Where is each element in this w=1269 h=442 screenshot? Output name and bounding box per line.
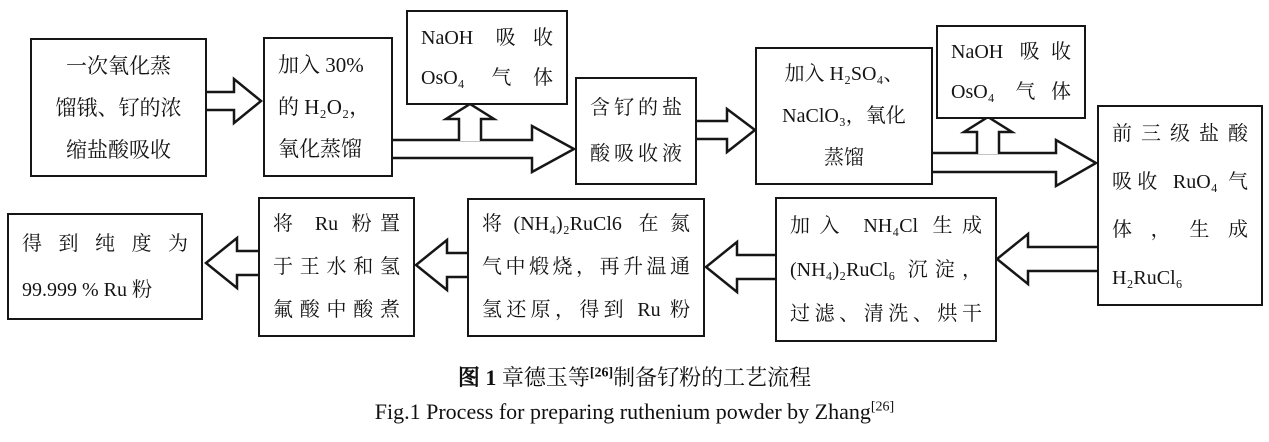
- arrow-step5-left: [997, 234, 1097, 284]
- flow-box-final-ru-powder: [7, 213, 203, 320]
- flow-box-ruo4-absorption: [1097, 105, 1263, 306]
- box-text-line: 一次氧化蒸: [66, 53, 171, 78]
- flow-box-h2o2-oxidation: [263, 37, 393, 177]
- arrow-branch-up-naoh1: [446, 104, 494, 141]
- box-text-line: 得到纯度为: [22, 232, 188, 255]
- box-text-line: (NH₄)₂RuCl₆ 沉淀，: [790, 258, 982, 281]
- figure-number-label: 图 1: [457, 365, 497, 390]
- box-text-line: 将(NH₄)₂RuCl6 在氮: [482, 213, 690, 235]
- figure-caption-zh: [0, 361, 1269, 393]
- box-text-line: 缩盐酸吸收: [66, 137, 171, 162]
- caption-zh-text: 制备钌粉的工艺流程: [613, 365, 812, 390]
- box-text-line: 加入 30%: [278, 53, 364, 77]
- box-text-line: 于王水和氢: [273, 255, 400, 278]
- flow-box-naoh-absorb-1: [406, 10, 568, 105]
- box-text-line: 蒸馏: [824, 147, 864, 169]
- box-text-line: 过滤、清洗、烘干: [790, 302, 982, 325]
- box-text-line: 将 Ru 粉置: [273, 212, 400, 235]
- citation-superscript: [26]: [870, 399, 895, 415]
- box-text-line: 氢还原，得到 Ru 粉: [482, 299, 690, 321]
- box-text-line: 含钌的盐: [590, 97, 682, 119]
- flow-box-h2so4-oxidation: [755, 47, 933, 185]
- box-text-line: 氧化蒸馏: [278, 137, 362, 161]
- citation-superscript: [26]: [589, 365, 614, 381]
- arrow-step1-right: [206, 79, 261, 123]
- arrow-branch-up-naoh2: [964, 117, 1012, 154]
- box-text-line: OsO₄ 气体: [951, 81, 1071, 103]
- arrow-step2-right: [393, 126, 574, 172]
- box-text-line: 前三级盐酸: [1112, 122, 1248, 145]
- box-text-line: NaOH 吸收: [421, 26, 553, 49]
- flow-box-ru-hcl-solution: [575, 77, 697, 185]
- box-text-line: 的 H₂O₂，: [278, 95, 371, 119]
- box-text-line: 99.999 % Ru 粉: [22, 278, 152, 301]
- arrow-step4-right: [933, 140, 1096, 186]
- box-text-line: OsO₄ 气体: [421, 66, 553, 89]
- figure-caption-en: [0, 399, 1269, 425]
- box-text-line: NaOH 吸收: [951, 41, 1071, 63]
- box-text-line: 加入 NH₄Cl 生成: [790, 214, 982, 237]
- box-text-line: 加入 H₂SO₄、: [784, 63, 904, 85]
- arrow-step7-left: [416, 240, 467, 290]
- box-text-line: 氟酸中酸煮: [273, 298, 400, 321]
- box-text-line: 吸收 RuO₄ 气: [1112, 170, 1248, 193]
- flow-box-nh4cl-precipitation: [775, 197, 997, 342]
- caption-zh-text: 章德玉等: [496, 365, 590, 390]
- flow-box-initial-absorption: [30, 38, 207, 177]
- box-text-line: 气中煅烧，再升温通: [482, 256, 690, 278]
- flow-box-acid-boil: [258, 197, 415, 337]
- box-text-line: 馏锇、钌的浓: [55, 95, 182, 120]
- box-text-line: 体，生成: [1112, 218, 1248, 241]
- arrow-step3-right: [697, 109, 755, 152]
- box-text-line: 酸吸收液: [590, 143, 682, 165]
- box-text-line: H₂RuCl₆: [1112, 266, 1183, 289]
- caption-en-text: Fig.1 Process for preparing ruthenium powder by Zhang: [374, 399, 871, 424]
- box-text-line: NaClO₃，氧化: [782, 105, 906, 127]
- arrow-step6-left: [706, 242, 775, 292]
- flow-box-naoh-absorb-2: [936, 25, 1086, 119]
- flow-box-calcine-reduce: [467, 198, 705, 337]
- arrow-step8-left: [206, 238, 258, 288]
